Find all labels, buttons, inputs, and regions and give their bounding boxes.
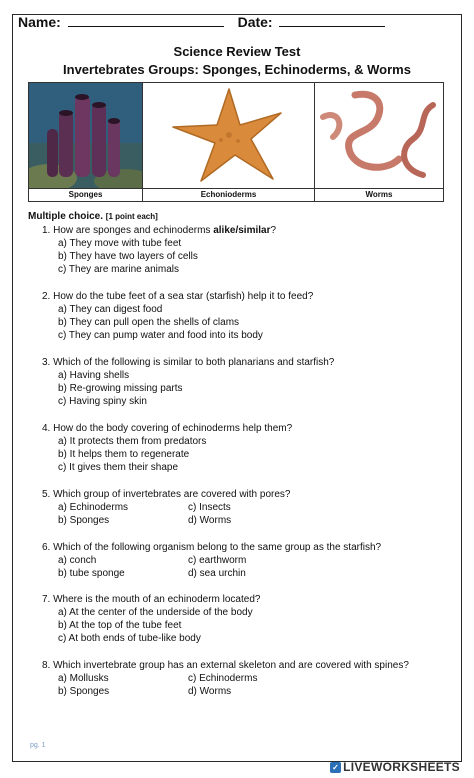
question-1 (42, 224, 462, 276)
question-stem: 1. How are sponges and echinoderms alike/similar? (42, 225, 277, 236)
question-stem: 2. How do the tube feet of a sea star (starfish) help it to feed? (42, 291, 314, 302)
question-3 (42, 356, 462, 408)
answer-grid (42, 554, 462, 580)
caption-worms: Worms (315, 188, 443, 201)
answer-option[interactable]: a) Mollusks (58, 673, 109, 684)
image-cell-sponges (29, 83, 143, 201)
question-stem: 7. Where is the mouth of an echinoderm located? (42, 594, 261, 605)
question-8 (42, 659, 462, 698)
answer-option[interactable]: b) They can pull open the shells of clams (58, 317, 240, 328)
answer-option[interactable]: d) Worms (188, 686, 232, 697)
liveworksheets-icon: ✓ (332, 763, 340, 772)
answer-option[interactable]: c) Echinoderms (188, 673, 258, 684)
question-stem: 6. Which of the following organism belong to the same group as the starfish? (42, 542, 382, 553)
page-number: pg. 1 (30, 742, 46, 749)
question-7 (42, 593, 462, 645)
answer-option[interactable]: b) Re-growing missing parts (58, 383, 183, 394)
answer-option[interactable]: b) tube sponge (58, 568, 125, 579)
answer-option[interactable]: d) Worms (188, 515, 232, 526)
test-title: Science Review Test (173, 44, 301, 59)
answer-option[interactable]: b) At the top of the tube feet (58, 620, 182, 631)
question-2 (42, 290, 462, 342)
answer-option[interactable]: a) At the center of the underside of the body (58, 607, 253, 618)
question-stem: 8. Which invertebrate group has an external skeleton and are covered with spines? (42, 660, 409, 671)
name-blank[interactable] (68, 14, 224, 27)
answer-option[interactable]: c) Having spiny skin (58, 396, 147, 407)
answer-grid (42, 501, 462, 527)
question-stem: 4. How do the body covering of echinoderms help them? (42, 423, 293, 434)
answer-option[interactable]: a) Echinoderms (58, 502, 129, 513)
image-table (28, 82, 444, 202)
answer-option[interactable]: a) Having shells (58, 370, 130, 381)
sponge-image (29, 83, 142, 189)
answer-option[interactable]: c) At both ends of tube-like body (58, 633, 201, 644)
caption-echinoderms: Echonioderms (143, 188, 314, 201)
liveworksheets-logo[interactable] (330, 760, 460, 774)
date-label: Date: (237, 14, 273, 30)
answer-option[interactable]: b) Sponges (58, 515, 110, 526)
header-fields (18, 14, 385, 30)
question-stem: 3. Which of the following is similar to both planarians and starfish? (42, 357, 335, 368)
answer-option[interactable]: b) They have two layers of cells (58, 251, 198, 262)
answer-option[interactable]: a) They move with tube feet (58, 238, 182, 249)
date-blank[interactable] (279, 14, 385, 27)
question-5 (42, 488, 462, 527)
answer-option[interactable]: c) earthworm (188, 555, 247, 566)
worm-image (315, 83, 443, 189)
brand-name: LIVEWORKSHEETS (343, 760, 460, 774)
image-cell-echinoderms (143, 83, 315, 201)
starfish-image (143, 83, 314, 189)
answer-option[interactable]: d) sea urchin (188, 568, 246, 579)
answer-option[interactable]: c) They are marine animals (58, 264, 179, 275)
section-heading (28, 211, 158, 222)
answer-option[interactable]: b) Sponges (58, 686, 110, 697)
question-stem: 5. Which group of invertebrates are covered with pores? (42, 489, 291, 500)
section-points: [1 point each] (105, 212, 158, 221)
image-cell-worms (315, 83, 443, 201)
test-subtitle: Invertebrates Groups: Sponges, Echinoderms, & Worms (63, 62, 411, 77)
section-title: Multiple choice. (28, 211, 104, 222)
caption-sponges: Sponges (29, 188, 142, 201)
question-6 (42, 541, 462, 580)
answer-grid (42, 672, 462, 698)
answer-option[interactable]: a) It protects them from predators (58, 436, 207, 447)
answer-option[interactable]: c) Insects (188, 502, 231, 513)
answer-option[interactable]: a) They can digest food (58, 304, 163, 315)
answer-option[interactable]: c) They can pump water and food into its body (58, 330, 263, 341)
answer-option[interactable]: c) It gives them their shape (58, 462, 179, 473)
question-4 (42, 422, 462, 474)
answer-option[interactable]: a) conch (58, 555, 97, 566)
name-label: Name: (18, 14, 61, 30)
answer-option[interactable]: b) It helps them to regenerate (58, 449, 190, 460)
